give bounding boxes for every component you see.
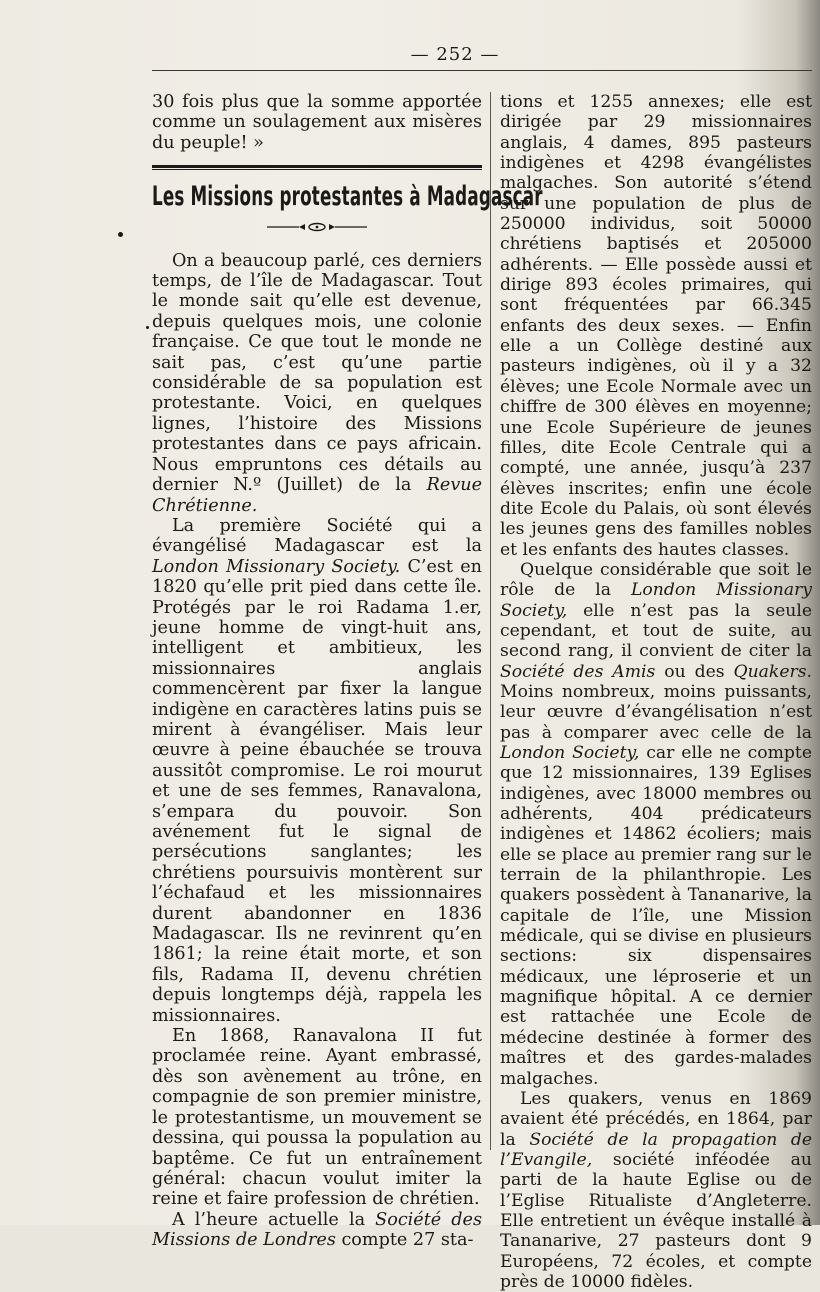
- ornament-icon: [257, 221, 377, 233]
- article-title: Les Missions protestantes à Madagascar: [152, 181, 543, 213]
- paragraph-text: Les quakers, venus en 1869 avaient été précédés, en 1864, par la: [500, 1088, 812, 1150]
- paragraph-text: car elle ne compte que 12 missionnaires, 139 Eglises indigènes, avec 18000 membres ou adhérents, 404 prédicateurs indigènes et 14862 écoliers; mais elle se place au premier rang sur le terrain de la philanthropie. Les quakers possèdent à Tananarive, la capitale de l’île, une Mission médicale, qui se divise en plusieurs sections: six dispensaires médicaux, une léproserie et un magnifique hôpital. A ce dernier est rattachée une Ecole de médecine destinée à former des maîtres et des gardes-malades malgaches.: [500, 743, 812, 1089]
- paragraph: [152, 251, 482, 516]
- column-divider: [490, 92, 491, 1150]
- paragraph: En 1868, Ranavalona II fut proclamée reine. Ayant embrassé, dès son avènement au trône, en compagnie de son premier ministre, le protestantisme, un mouvement se dessina, qui poussa la population au baptême. Ce fut un entraînement général: chacun voulut imiter la reine et faire profession de chrétien.: [152, 1026, 482, 1210]
- page-number: — 252 —: [410, 44, 500, 65]
- paragraph: 30 fois plus que la somme apportée comme un soulagement aux misères du peuple! »: [152, 92, 482, 153]
- paragraph-text: C’est en 1820 qu’elle prit pied dans cette île. Protégés par le roi Radama 1.er, jeune homme de vingt-huit ans, intelligent et ambitieux, les missionnaires anglais commencèrent par fixer la langue indigène en caractères latins puis se mirent à évangéliser. Mais leur œuvre à peine ébauchée se trouva aussitôt compromise. Le roi mourut et une de ses femmes, Ranavalona, s’empara du pouvoir. Son avénement fut le signal de persécutions sanglantes; les chrétiens poursuivis montèrent sur l’échafaud et les missionnaires durent abandonner en 1836 Madagascar. Ils ne revinrent qu’en 1861; la reine était morte, et son fils, Radama II, devenu chrétien depuis longtemps déjà, rappela les missionnaires.: [152, 556, 482, 1026]
- paragraph-text: compte 27 sta-: [341, 1230, 474, 1251]
- margin-dot: [146, 326, 149, 329]
- paragraph-text: Quelque considérable que soit le rôle de la: [500, 559, 812, 601]
- italic-society: Société des Amis: [500, 661, 656, 682]
- paragraph: [152, 1210, 482, 1251]
- paragraph: [500, 560, 812, 1089]
- paragraph: tions et 1255 annexes; elle est dirigée par 29 missionnaires anglais, 4 dames, 895 pasteurs indigènes et 4298 évangélistes malgaches. Son autorité s’étend sur une population de plus de 250000 individus, soit 50000 chrétiens baptisés et 205000 adhérents. — Elle possède aussi et dirige 893 écoles primaires, qui sont fréquentées par 66.345 enfants des deux sexes. — Enfin elle a un Collège destiné aux pasteurs indigènes, où il y a 32 élèves; une Ecole Normale avec un chiffre de 300 élèves en moyenne; une Ecole Supérieure de jeunes filles, dite Ecole Centrale qui a compté, une année, jusqu’à 237 élèves inscrites; enfin une école dite Ecole du Palais, où sont élevés les jeunes gens des familles nobles et les enfants des hautes classes.: [500, 92, 812, 560]
- italic-source: Revue Chrétienne.: [152, 475, 482, 516]
- page-header: [0, 44, 820, 65]
- paragraph-text: elle n’est pas la seule cependant, et tout de suite, au second rang, il convient de citer la: [500, 600, 813, 662]
- paragraph-text: ou des: [664, 661, 725, 682]
- margin-dot: [118, 232, 123, 237]
- paragraph: [500, 1089, 812, 1292]
- italic-society: Société des Missions de Londres: [152, 1209, 482, 1251]
- paragraph-text: Moins nombreux, moins puissants, leur œuvre d’évangélisation n’est pas à comparer avec celle de la: [500, 681, 812, 743]
- right-column: [500, 92, 812, 1292]
- paragraph-text: A l’heure actuelle la: [172, 1209, 366, 1230]
- italic-society: Quakers.: [733, 661, 813, 682]
- paragraph-text: La première Société qui a évangélisé Madagascar est la: [152, 515, 482, 557]
- italic-society: London Missionary Society,: [500, 580, 812, 621]
- paragraph: [152, 516, 482, 1026]
- ornament-divider: [152, 218, 482, 238]
- header-rule: [152, 70, 812, 71]
- paragraph-text: société inféodée au parti de la haute Eglise ou de l’Eglise Ritualiste d’Angleterre. Elle entretient un évêque installé à Tananarive, 27 pasteurs dont 9 Européens, 72 écoles, et compte près de 10000 fidèles.: [500, 1149, 813, 1292]
- paragraph-text: On a beaucoup parlé, ces derniers temps, de l’île de Madagascar. Tout le monde sait qu’elle est devenue, depuis quelques mois, une colonie française. Ce que tout le monde ne sait pas, c’est qu’une partie considérable de sa population est protestante. Voici, en quelques lignes, l’histoire des Missions protestantes dans ce pays africain. Nous empruntons ces détails au dernier N.º (Juillet) de la: [152, 250, 482, 496]
- italic-society: London Society,: [500, 743, 640, 763]
- italic-society: London Missionary Society.: [152, 556, 401, 577]
- left-column: [152, 92, 543, 1251]
- title-rule: [152, 165, 482, 170]
- italic-society: Société de la propagation de l’Evangile,: [500, 1129, 813, 1170]
